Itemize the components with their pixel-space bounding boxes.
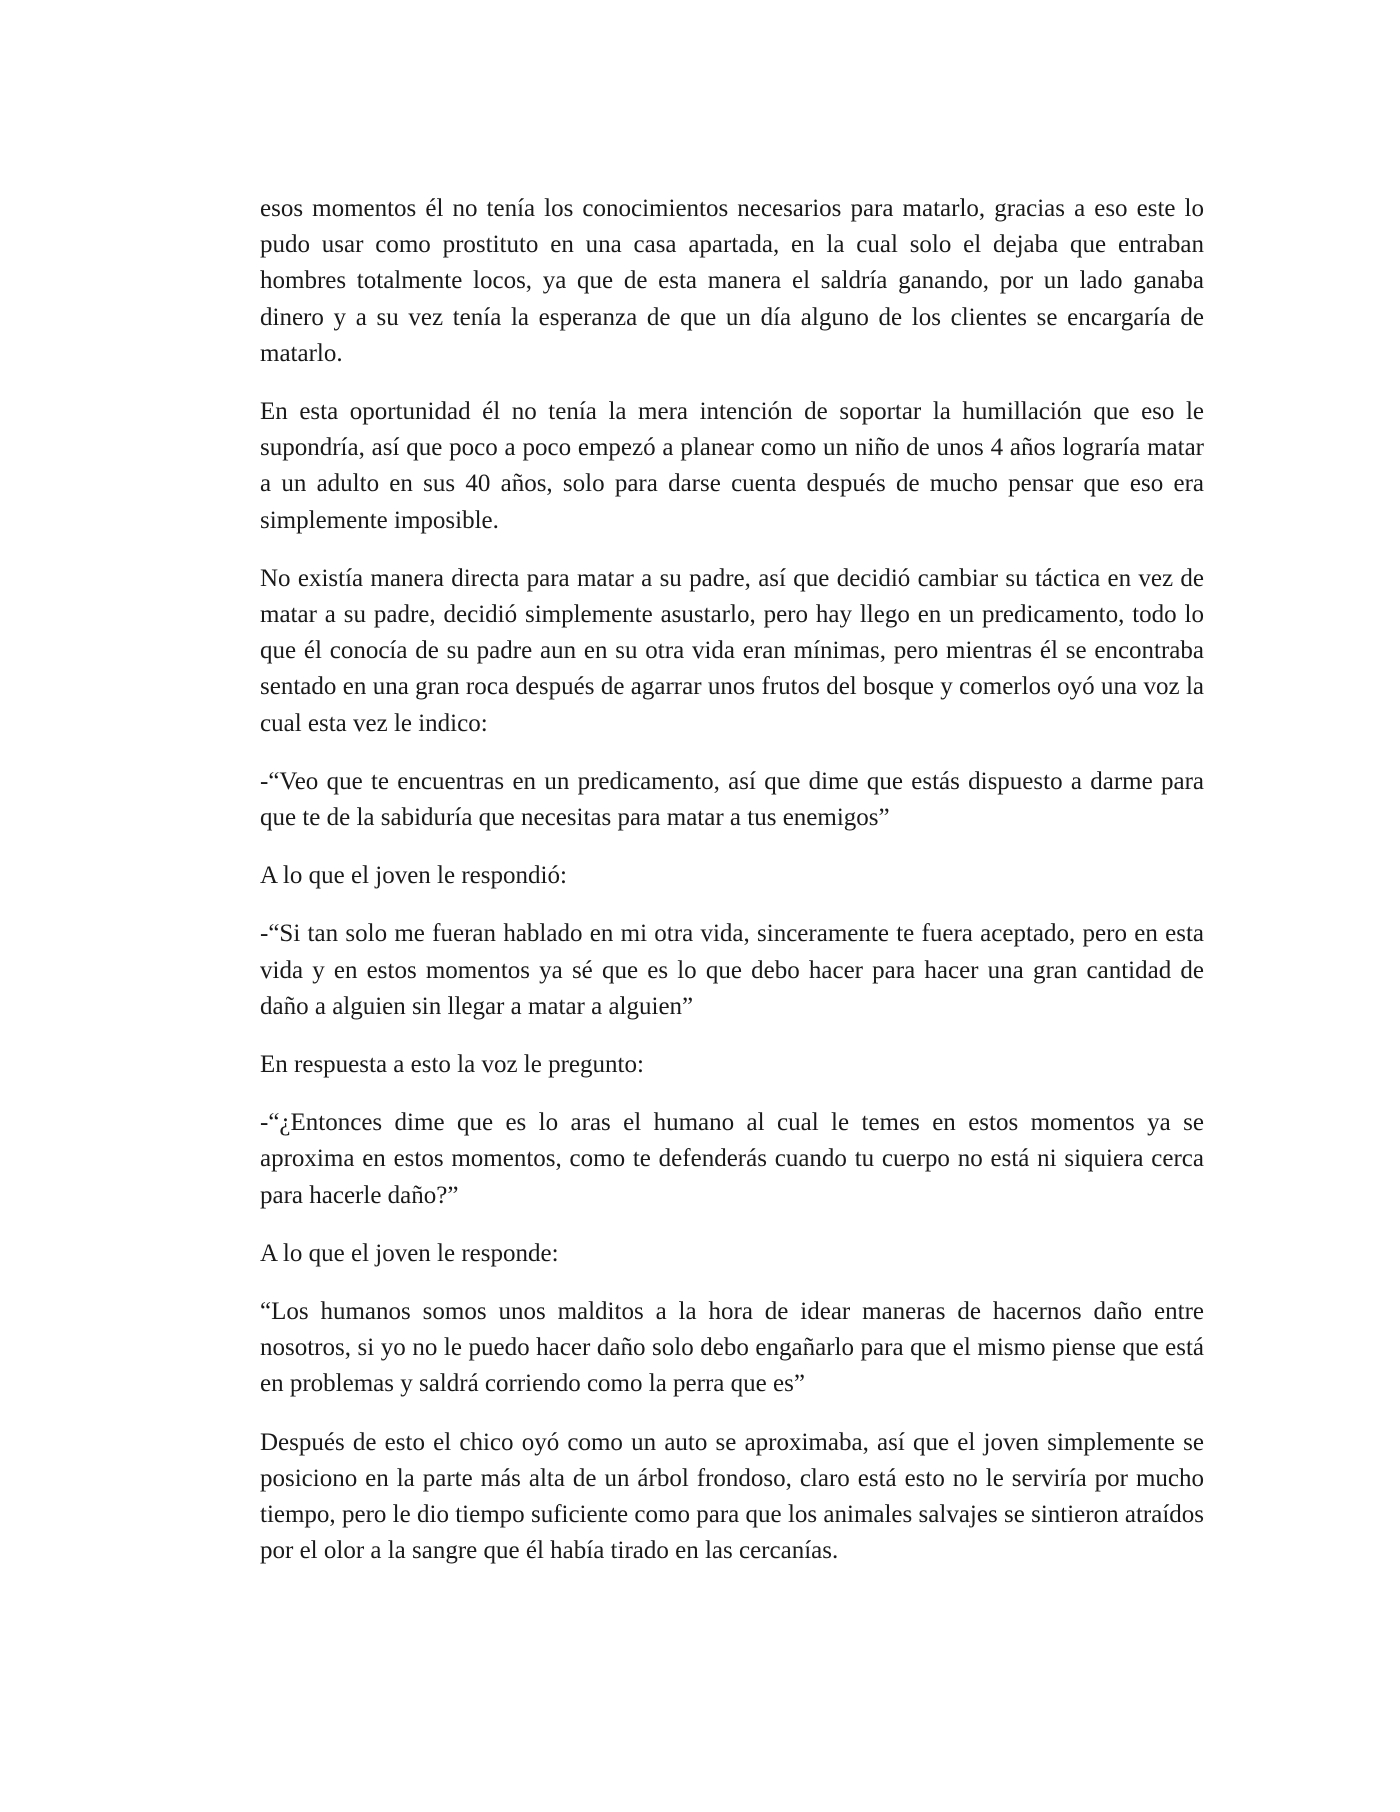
paragraph: En esta oportunidad él no tenía la mera intención de soportar la humillación que eso le supondría, así que poco a poco empezó a planear como un niño de unos 4 años lograría matar a un adulto en sus 40 años, solo para darse cuenta después de mucho pensar que eso era simplemente imposible. [260, 398, 1204, 534]
paragraph: Después de esto el chico oyó como un auto se aproximaba, así que el joven simplemente se posiciono en la parte más alta de un árbol frondoso, claro está esto no le serviría por mucho tiempo, pero le dio tiempo suficiente como para que los animales salvajes se sintieron atraídos por el olor a la sangre que él había tirado en las cercanías. [260, 1428, 1204, 1565]
paragraph: A lo que el joven le responde: [260, 1239, 559, 1267]
paragraph: A lo que el joven le respondió: [260, 862, 567, 890]
paragraph: No existía manera directa para matar a su padre, así que decidió cambiar su táctica en vez de matar a su padre, decidió simplemente asustarlo, pero hay llego en un predicamento, todo lo que él conocía de su padre aun en su otra vida eran mínimas, pero mientras él se encontraba sentado en una gran roca después de agarrar unos frutos del bosque y comerlos oyó una voz la cual esta vez le indico: [260, 564, 1204, 737]
body-text [260, 191, 1204, 1592]
paragraph: “Los humanos somos unos malditos a la hora de idear maneras de hacernos daño entre nosotros, si yo no le puedo hacer daño solo debo engañarlo para que el mismo piense que está en problemas y saldrá corriendo como la perra que es” [260, 1298, 1204, 1398]
paragraph: -“Si tan solo me fueran hablado en mi otra vida, sinceramente te fuera aceptado, pero en esta vida y en estos momentos ya sé que es lo que debo hacer para hacer una gran cantidad de daño a alguien sin llegar a matar a alguien” [260, 920, 1204, 1020]
paragraph: En respuesta a esto la voz le pregunto: [260, 1051, 644, 1079]
paragraph: -“Veo que te encuentras en un predicamento, así que dime que estás dispuesto a darme para que te de la sabiduría que necesitas para matar a tus enemigos” [260, 767, 1204, 832]
paragraph: -“¿Entonces dime que es lo aras el humano al cual le temes en estos momentos ya se aproxima en estos momentos, como te defenderás cuando tu cuerpo no está ni siquiera cerca para hacerle daño?” [260, 1109, 1204, 1209]
paragraph: esos momentos él no tenía los conocimientos necesarios para matarlo, gracias a eso este lo pudo usar como prostituto en una casa apartada, en la cual solo el dejaba que entraban hombres totalmente locos, ya que de esta manera el saldría ganando, por un lado ganaba dinero y a su vez tenía la esperanza de que un día alguno de los clientes se encargaría de matarlo. [260, 195, 1204, 367]
